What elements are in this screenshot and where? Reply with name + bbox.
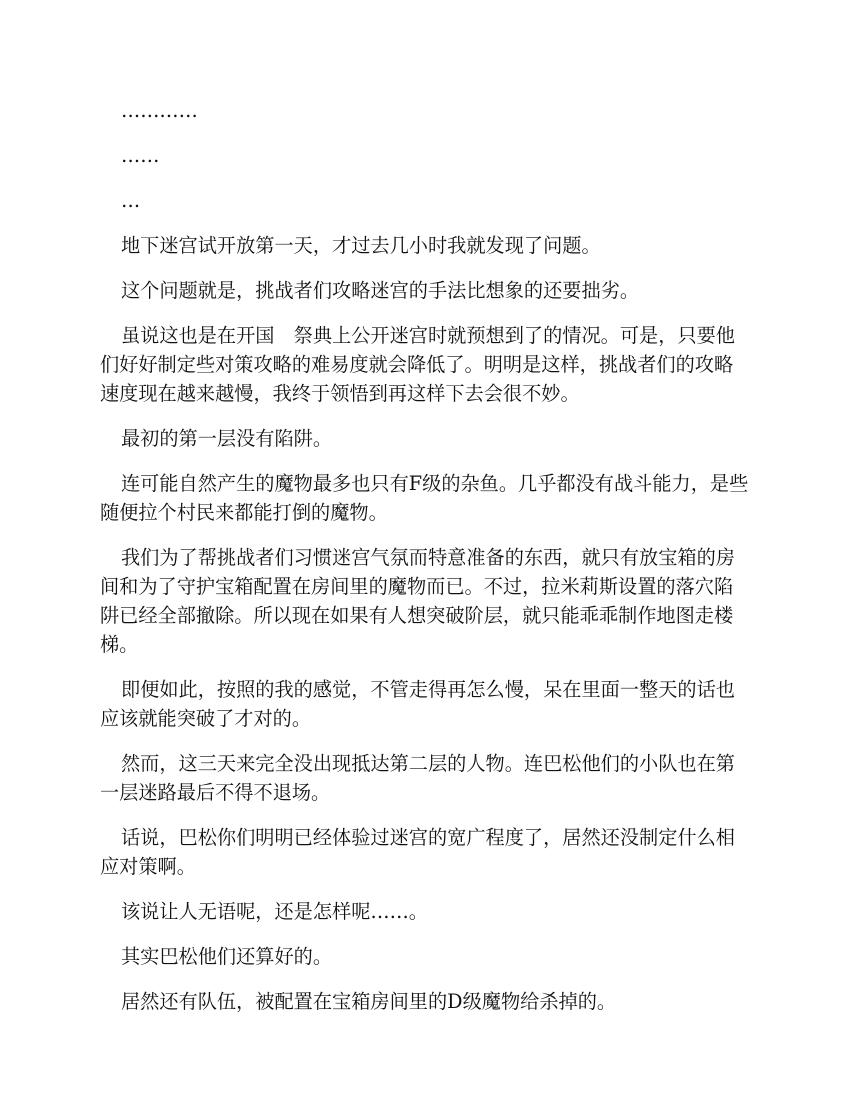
paragraph: 地下迷宫试开放第一天，才过去几小时我就发现了问题。 [121, 234, 601, 257]
paragraph: 该说让人无语呢，还是怎样呢……。 [121, 900, 428, 923]
document-body [100, 96, 752, 1032]
paragraph: 话说，巴松你们明明已经体验过迷宫的宽广程度了，居然还没制定什么相应对策啊。 [100, 826, 735, 878]
paragraph: 这个问题就是，挑战者们攻略迷宫的手法比想象的还要拙劣。 [121, 279, 640, 302]
paragraph: 然而，这三天来完全没出现抵达第二层的人物。连巴松他们的小队也在第一层迷路最后不得不退场。 [100, 752, 735, 804]
paragraph: 虽说这也是在开国 祭典上公开迷宫时就预想到了的情况。可是，只要他们好好制定些对策攻略的难易度就会降低了。明明是这样，挑战者们的攻略速度现在越来越慢，我终于领悟到再这样下去会很不妙。 [100, 324, 735, 405]
paragraph-ellipsis-short: … [121, 189, 141, 212]
paragraph: 最初的第一层没有陷阱。 [121, 427, 333, 450]
paragraph: 连可能自然产生的魔物最多也只有F级的杂鱼。几乎都没有战斗能力，是些随便拉个村民来都能打倒的魔物。 [100, 472, 749, 524]
paragraph: 即便如此，按照的我的感觉，不管走得再怎么慢，呆在里面一整天的话也应该就能突破了才对的。 [100, 678, 735, 730]
paragraph: 居然还有队伍，被配置在宝箱房间里的D级魔物给杀掉的。 [121, 990, 617, 1013]
paragraph-ellipsis-long: ………… [121, 99, 198, 122]
paragraph: 我们为了帮挑战者们习惯迷宫气氛而特意准备的东西，就只有放宝箱的房间和为了守护宝箱配置在房间里的魔物而已。不过，拉米莉斯设置的落穴陷阱已经全部撤除。所以现在如果有人想突破阶层，就只能乖乖制作地图走楼梯。 [100, 546, 735, 656]
paragraph-ellipsis-medium: …… [121, 144, 160, 167]
paragraph: 其实巴松他们还算好的。 [121, 945, 333, 968]
